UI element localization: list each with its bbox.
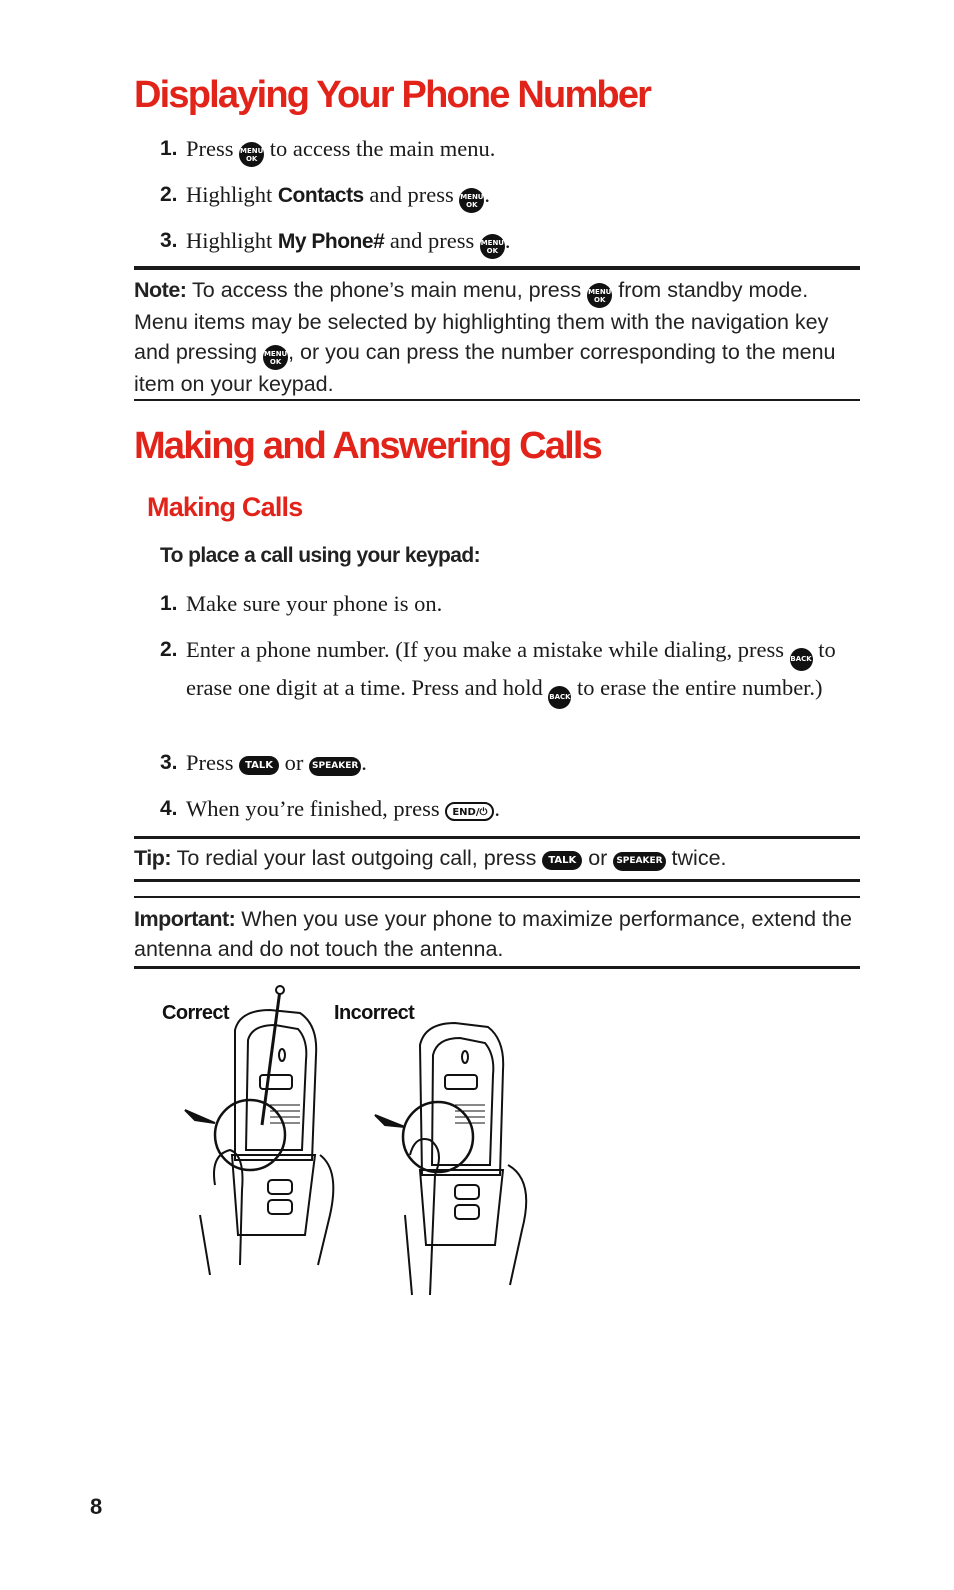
step-text: Make sure your phone is on. — [186, 591, 443, 616]
section-title-displaying-phone-number: Displaying Your Phone Number — [134, 74, 651, 116]
talk-key-icon: TALK — [542, 851, 582, 870]
tip-top-rule — [134, 836, 860, 839]
note-box: Note: To access the phone’s main menu, press MENU OK from standby mode. Menu items may be selected by highlighting them with the navigation key and pressing MENU OK , or you can press the number corresponding to the menu item on your keypad. — [134, 278, 836, 396]
step-text: Highlight — [186, 182, 273, 207]
menu-ok-key-icon: MENU OK — [480, 234, 505, 259]
section-title-making-answering-calls: Making and Answering Calls — [134, 425, 601, 467]
call-step-1 — [160, 587, 850, 621]
tip-label: Tip: — [134, 846, 172, 870]
important-text: When you use your phone to maximize performance, extend the antenna and do not touch the antenna. — [134, 907, 852, 961]
correct-label: Correct — [162, 1002, 229, 1024]
step-text: and press — [369, 182, 454, 207]
speaker-key-icon: SPEAKER — [613, 852, 665, 871]
call-step-3: 3. Press TALK or SPEAKER . — [160, 746, 850, 780]
note-bottom-rule — [134, 399, 860, 401]
step-number: 1. — [160, 137, 178, 160]
important-top-rule — [134, 896, 860, 898]
correct-antenna-illustration — [180, 985, 350, 1275]
step-number: 1. — [160, 592, 178, 615]
step-number: 3. — [160, 751, 178, 774]
subsection-title-making-calls: Making Calls — [147, 492, 303, 522]
back-key-icon: BACK — [548, 686, 571, 709]
menu-ok-key-icon: MENU OK — [263, 345, 288, 370]
incorrect-label: Incorrect — [334, 1002, 415, 1024]
procedure-heading: To place a call using your keypad: — [160, 544, 480, 567]
step-1 — [160, 132, 850, 167]
call-step-4: 4. When you’re finished, press END/⏻ . — [160, 792, 850, 826]
step-3: 3. Highlight My Phone# and press MENU OK . — [160, 224, 850, 259]
step-text: Highlight — [186, 228, 273, 253]
important-box — [134, 905, 860, 964]
page-number: 8 — [90, 1494, 103, 1519]
end-power-key-icon: END/⏻ — [445, 802, 494, 821]
important-bottom-rule — [134, 966, 860, 969]
step-number: 4. — [160, 797, 178, 820]
speaker-key-icon: SPEAKER — [309, 757, 361, 776]
menu-item-my-phone: My Phone# — [277, 230, 385, 253]
step-number: 2. — [160, 638, 178, 661]
step-number: 2. — [160, 183, 178, 206]
step-2: 2. Highlight Contacts and press MENU OK . — [160, 178, 850, 213]
menu-ok-key-icon: MENU OK — [459, 188, 484, 213]
step-text: to access the main menu. — [269, 136, 496, 161]
incorrect-antenna-illustration — [370, 1005, 545, 1300]
step-text: Press — [186, 136, 234, 161]
note-label: Note: — [134, 278, 187, 302]
talk-key-icon: TALK — [239, 756, 279, 775]
call-step-2: 2. Enter a phone number. (If you make a mistake while dialing, press BACK to erase one digit at a time. Press and hold BACK to erase the entire number.) — [160, 633, 850, 709]
menu-item-contacts: Contacts — [277, 184, 364, 207]
important-label: Important: — [134, 907, 236, 931]
step-text: and press — [389, 228, 475, 253]
menu-ok-key-icon: MENU OK — [239, 142, 264, 167]
tip-bottom-rule — [134, 879, 860, 882]
step-number: 3. — [160, 229, 178, 252]
back-key-icon: BACK — [790, 648, 813, 671]
menu-ok-key-icon: MENU OK — [587, 283, 612, 308]
note-top-rule — [134, 266, 860, 270]
tip-box: Tip: To redial your last outgoing call, press TALK or SPEAKER twice. — [134, 846, 727, 870]
